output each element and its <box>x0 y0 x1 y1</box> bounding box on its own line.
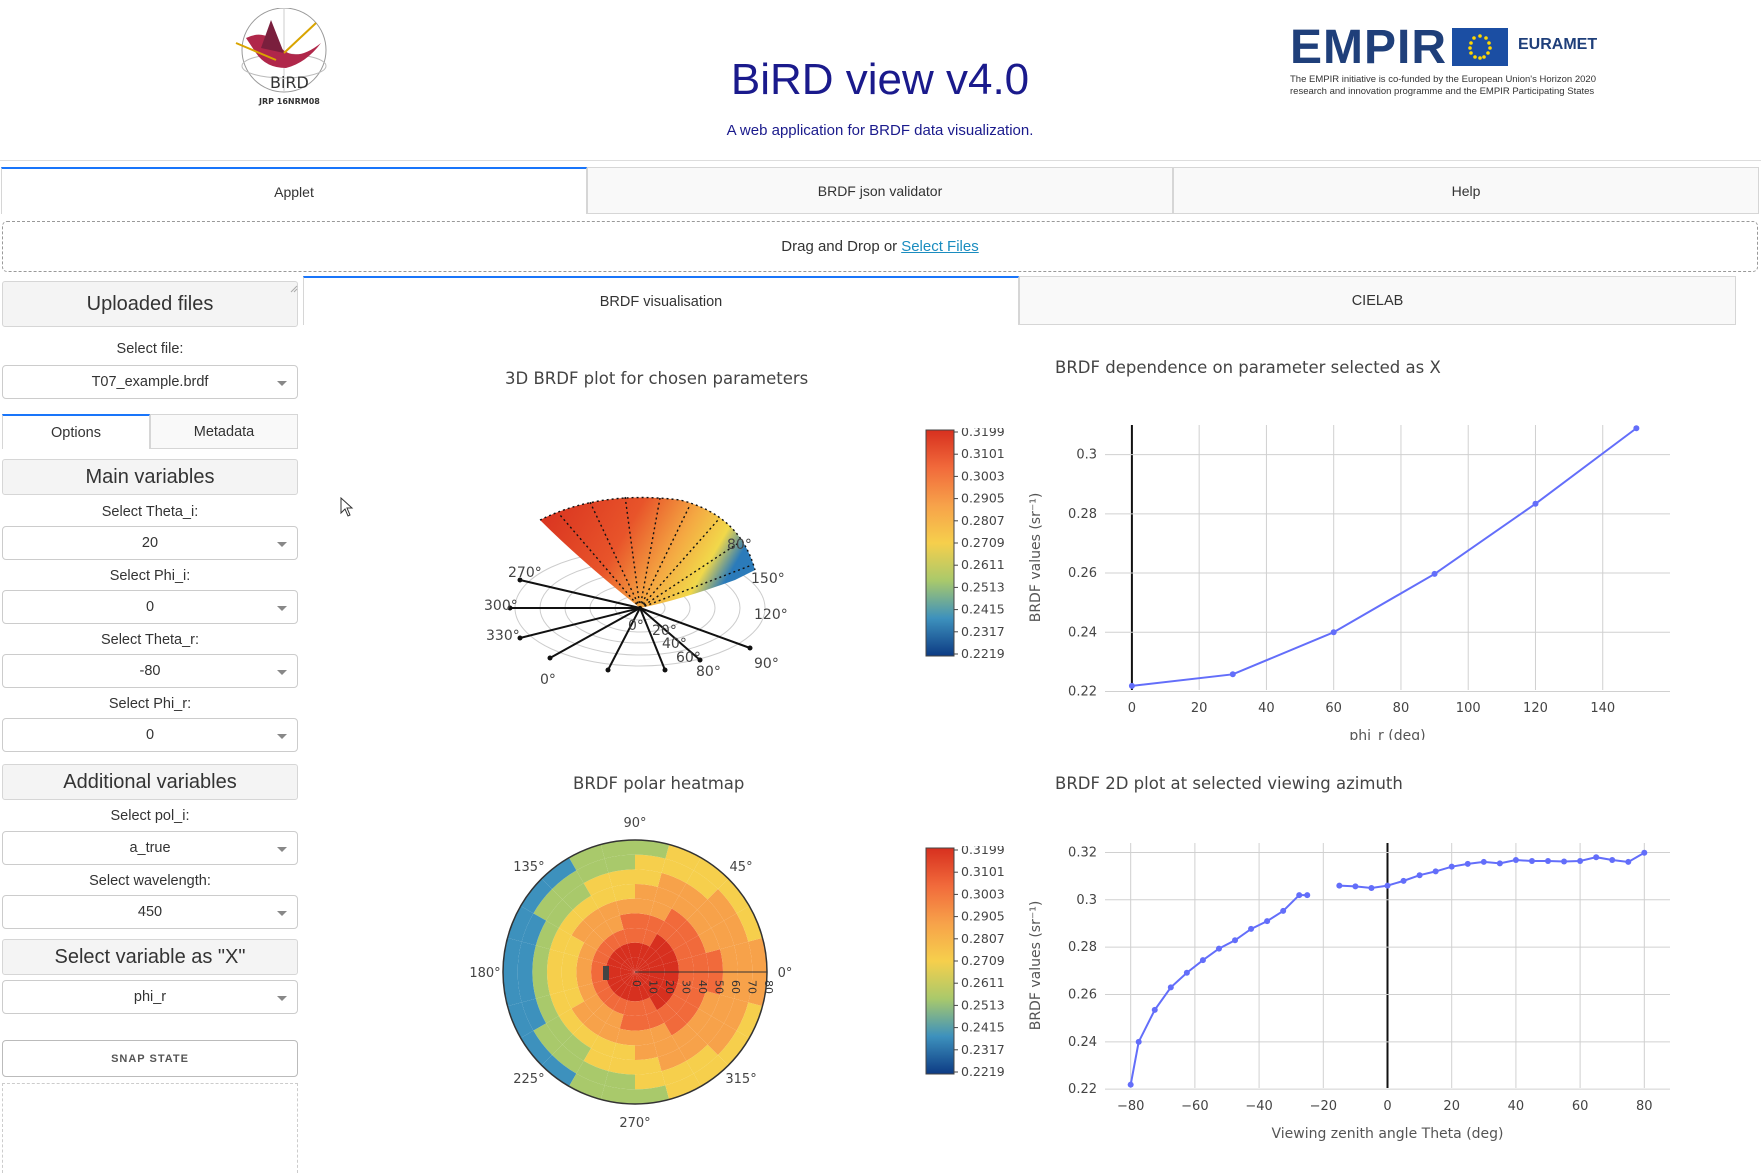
empir-logo <box>1290 21 1630 106</box>
tab-brdf-visualisation[interactable] <box>303 276 1019 325</box>
colorbar-tick-label: 0.2219 <box>961 646 1005 661</box>
colorbar-tick-label: 0.3003 <box>961 886 1005 902</box>
data-point <box>1625 859 1631 865</box>
theta-i-value: 20 <box>141 535 159 551</box>
data-point <box>1232 937 1238 943</box>
angle-label: 90° <box>754 656 779 672</box>
data-point <box>1433 868 1439 874</box>
tab-help-label: Help <box>1451 182 1481 199</box>
data-point <box>1465 861 1471 867</box>
data-point <box>1401 878 1407 884</box>
colorbar-tick-label: 0.2415 <box>961 601 1005 617</box>
select-file-value: T07_example.brdf <box>91 374 209 390</box>
x-tick-label: 0 <box>1127 701 1137 716</box>
angle-label: 80° <box>727 537 752 553</box>
data-point <box>1497 860 1503 866</box>
angle-label: 300° <box>484 598 518 614</box>
colorbar-tick-label: 0.3199 <box>961 428 1005 439</box>
radial-tick-label: 40 <box>696 980 709 994</box>
bird-logo-text: BiRD <box>270 73 309 92</box>
radial-tick-label: 30 <box>679 980 693 994</box>
tab-metadata-label: Metadata <box>193 423 255 440</box>
chevron-down-icon <box>277 542 287 547</box>
pol-i-label: Select pol_i: <box>110 808 190 824</box>
angle-label: 120° <box>754 607 788 623</box>
y-tick-label: 0.3 <box>1076 892 1097 908</box>
snap-output-area <box>2 1083 298 1173</box>
chart-3d-title: 3D BRDF plot for chosen parameters <box>505 369 809 388</box>
additional-variables-header <box>2 764 298 800</box>
pol-i-dropdown[interactable] <box>2 831 298 865</box>
chart-heatmap-plot[interactable] <box>455 810 815 1140</box>
angular-tick-label: 90° <box>623 816 647 831</box>
y-tick-label: 0.32 <box>1068 845 1097 861</box>
y-tick-label: 0.3 <box>1076 447 1097 463</box>
data-point <box>1352 883 1358 889</box>
chevron-down-icon <box>277 847 287 852</box>
colorbar-tick-label: 0.2317 <box>961 623 1005 639</box>
data-point <box>1368 885 1374 891</box>
colorbar-tick-label: 0.2513 <box>961 579 1005 595</box>
colorbar-tick-label: 0.2807 <box>961 930 1005 946</box>
center-marker <box>603 966 609 980</box>
tab-json-validator-label: BRDF json validator <box>817 182 943 199</box>
x-tick-label: −80 <box>1116 1099 1145 1114</box>
tab-options[interactable] <box>2 414 150 449</box>
header-divider <box>0 160 1761 161</box>
data-point <box>1609 857 1615 863</box>
data-point <box>1449 864 1455 870</box>
x-tick-label: 40 <box>1258 701 1275 716</box>
theta-r-label: Select Theta_r: <box>100 632 200 648</box>
heatmap-cell <box>706 949 723 972</box>
angle-label: 0° <box>628 618 644 634</box>
chevron-down-icon <box>277 381 287 386</box>
data-point <box>1264 918 1270 924</box>
additional-variables-title: Additional variables <box>63 770 237 793</box>
radial-tick-label: 60 <box>729 980 742 994</box>
data-point <box>1216 946 1222 952</box>
x-tick-label: −40 <box>1245 1099 1273 1114</box>
colorbar-tick-label: 0.2709 <box>961 953 1005 968</box>
data-point <box>1577 858 1583 864</box>
colorbar-gradient <box>926 848 954 1074</box>
data-point <box>1304 892 1310 898</box>
x-tick-label: 100 <box>1455 701 1481 716</box>
colorbar-tick-label: 0.3199 <box>961 846 1005 857</box>
colorbar-tick-label: 0.2415 <box>961 1019 1005 1035</box>
x-tick-label: 80 <box>1392 701 1410 716</box>
tab-brdf-visualisation-label: BRDF visualisation <box>599 293 723 310</box>
y-axis-label: BRDF values (sr⁻¹) <box>1028 492 1044 623</box>
angle-label: 20° <box>652 623 677 639</box>
data-point <box>1168 984 1174 990</box>
angle-label: 80° <box>696 664 721 680</box>
angle-label: 40° <box>662 636 687 652</box>
tab-cielab-label: CIELAB <box>1351 292 1404 309</box>
chart-x-plot[interactable] <box>1020 400 1680 745</box>
y-tick-label: 0.26 <box>1068 566 1097 582</box>
wavelength-dropdown[interactable] <box>2 895 298 929</box>
resize-handle-icon[interactable] <box>290 280 298 288</box>
theta-i-dropdown[interactable] <box>2 526 298 560</box>
phi-r-label: Select Phi_r: <box>108 696 192 712</box>
empir-note: The EMPIR initiative is co-funded by the European Union's Horizon 2020 research and innovation programme and the EMPIR Participating States <box>1290 74 1596 97</box>
theta-r-dropdown[interactable] <box>2 654 298 688</box>
data-point <box>1633 425 1639 431</box>
data-point <box>1230 671 1236 677</box>
euramet-wordmark: EURAMET <box>1518 36 1598 53</box>
colorbar-tick-label: 0.2611 <box>961 557 1005 573</box>
heatmap-cell <box>635 884 658 901</box>
heatmap-cell <box>547 949 564 972</box>
x-tick-label: 60 <box>1325 701 1342 716</box>
data-point <box>1529 858 1535 864</box>
data-point <box>1481 859 1487 865</box>
chevron-down-icon <box>277 996 287 1001</box>
angular-tick-label: 315° <box>725 1072 757 1088</box>
phi-r-dropdown[interactable] <box>2 718 298 752</box>
radial-tick-label: 10 <box>646 980 660 994</box>
y-tick-label: 0.28 <box>1068 940 1097 956</box>
tab-applet[interactable] <box>1 167 587 214</box>
series-line <box>1132 428 1636 686</box>
uploaded-files-header <box>2 281 298 327</box>
x-tick-label: 40 <box>1507 1099 1525 1114</box>
angular-tick-label: 180° <box>469 966 501 981</box>
data-point <box>1128 1082 1134 1088</box>
data-point <box>1532 501 1538 507</box>
data-point <box>1561 858 1567 864</box>
tab-metadata[interactable] <box>150 414 298 449</box>
pol-i-value: a_true <box>129 840 171 856</box>
angle-label: 0° <box>540 672 556 688</box>
colorbar-tick-label: 0.2905 <box>961 908 1005 924</box>
heatmap-cell <box>635 1043 658 1060</box>
data-point <box>1593 854 1599 860</box>
chart-heatmap-title: BRDF polar heatmap <box>573 774 745 793</box>
radial-tick-label: 70 <box>745 980 759 994</box>
upload-text: Drag and Drop or <box>781 238 898 255</box>
tab-cielab[interactable] <box>1019 276 1736 325</box>
data-point <box>1136 1039 1142 1045</box>
select-file-dropdown[interactable] <box>2 365 298 399</box>
mouse-cursor-icon <box>340 497 354 522</box>
chart-3d-plot[interactable] <box>440 470 790 705</box>
radial-tick-label: 20 <box>663 980 676 994</box>
data-point <box>1432 571 1438 577</box>
data-point <box>1385 883 1391 889</box>
y-tick-label: 0.28 <box>1068 506 1097 522</box>
x-tick-label: 80 <box>1636 1099 1653 1114</box>
colorbar-tick-label: 0.2709 <box>961 535 1005 550</box>
y-tick-label: 0.22 <box>1068 684 1097 700</box>
x-variable-dropdown[interactable] <box>2 980 298 1014</box>
series-line <box>1131 895 1308 1085</box>
phi-i-label: Select Phi_i: <box>109 568 191 584</box>
angle-label: 270° <box>508 565 542 581</box>
colorbar-tick-label: 0.3003 <box>961 468 1005 484</box>
data-point <box>1513 857 1519 863</box>
radial-tick-label: 0 <box>630 980 643 987</box>
x-axis-label: phi_r (deg) <box>1349 728 1426 740</box>
chart-2d-plot[interactable] <box>1020 818 1680 1163</box>
x-variable-value: phi_r <box>133 989 167 1005</box>
bird-logo-subtext: JRP 16NRM08 <box>259 97 320 106</box>
radial-tick-label: 80 <box>762 980 775 994</box>
snap-state-label: SNAP STATE <box>111 1052 189 1065</box>
angular-tick-label: 270° <box>619 1116 651 1131</box>
heatmap-cell <box>547 972 564 995</box>
data-point <box>1248 926 1254 932</box>
data-point <box>1417 872 1423 878</box>
select-x-header <box>2 939 298 975</box>
x-tick-label: 20 <box>1443 1099 1460 1114</box>
heatmap-cell <box>612 1043 635 1060</box>
chevron-down-icon <box>277 911 287 916</box>
uploaded-files-title: Uploaded files <box>86 292 214 315</box>
colorbar-tick-label: 0.2807 <box>961 512 1005 528</box>
phi-i-value: 0 <box>145 599 155 615</box>
data-point <box>1296 892 1302 898</box>
colorbar-gradient <box>926 430 954 656</box>
tab-options-label: Options <box>51 424 101 441</box>
chart-x-title: BRDF dependence on parameter selected as X <box>1055 358 1441 377</box>
angular-tick-label: 135° <box>513 859 545 875</box>
x-tick-label: 60 <box>1571 1099 1589 1114</box>
colorbar-tick-label: 0.3101 <box>961 446 1005 462</box>
y-tick-label: 0.26 <box>1068 987 1097 1003</box>
page-subtitle: A web application for BRDF data visualization. <box>726 122 1034 139</box>
colorbar-tick-label: 0.3101 <box>961 864 1005 880</box>
colorbar-tick-label: 0.2905 <box>961 490 1005 506</box>
wavelength-value: 450 <box>137 904 163 920</box>
chart-2d-title: BRDF 2D plot at selected viewing azimuth <box>1055 774 1403 793</box>
wavelength-label: Select wavelength: <box>89 873 211 889</box>
heatmap-cell <box>612 884 635 901</box>
angle-label: 150° <box>751 571 785 587</box>
upload-dropzone[interactable] <box>2 221 1758 272</box>
data-point <box>1184 970 1190 976</box>
theta-i-label: Select Theta_i: <box>101 504 199 520</box>
x-tick-label: −20 <box>1309 1099 1338 1114</box>
eu-flag-icon <box>1452 28 1508 66</box>
data-point <box>1336 883 1342 889</box>
colorbar-tick-label: 0.2513 <box>961 997 1005 1013</box>
angle-label: 330° <box>486 628 520 644</box>
y-tick-label: 0.22 <box>1068 1082 1097 1098</box>
chevron-down-icon <box>277 670 287 675</box>
tab-json-validator[interactable] <box>587 167 1173 214</box>
colorbar-tick-label: 0.2219 <box>961 1064 1005 1079</box>
empir-wordmark: EMPIR <box>1290 21 1448 74</box>
data-point <box>1152 1007 1158 1013</box>
colorbar-tick-label: 0.2317 <box>961 1041 1005 1057</box>
y-axis-label: BRDF values (sr⁻¹) <box>1028 900 1044 1031</box>
data-point <box>1200 957 1206 963</box>
data-point <box>1641 850 1647 856</box>
tab-applet-label: Applet <box>274 183 314 200</box>
colorbar-3d <box>925 428 1020 673</box>
select-files-link[interactable]: Select Files <box>901 238 979 255</box>
x-axis-label: Viewing zenith angle Theta (deg) <box>1271 1126 1504 1142</box>
x-tick-label: 0 <box>1383 1099 1392 1114</box>
select-x-title: Select variable as "X" <box>54 945 246 968</box>
colorbar-heatmap <box>925 846 1020 1091</box>
tab-help[interactable] <box>1173 167 1759 214</box>
x-tick-label: 20 <box>1190 701 1208 716</box>
y-tick-label: 0.24 <box>1068 1034 1097 1050</box>
phi-i-dropdown[interactable] <box>2 590 298 624</box>
data-point <box>1331 629 1337 635</box>
chevron-down-icon <box>277 734 287 739</box>
page-title: BiRD view v4.0 <box>730 55 1030 104</box>
y-tick-label: 0.24 <box>1068 625 1097 641</box>
radial-tick-label: 50 <box>712 980 726 994</box>
data-point <box>1545 858 1551 864</box>
angular-tick-label: 0° <box>777 966 793 981</box>
data-point <box>1129 683 1135 689</box>
chevron-down-icon <box>277 606 287 611</box>
angular-tick-label: 45° <box>729 859 753 875</box>
phi-r-value: 0 <box>145 727 155 743</box>
select-file-label: Select file: <box>116 341 184 357</box>
x-tick-label: 140 <box>1590 701 1616 716</box>
main-variables-title: Main variables <box>85 465 215 488</box>
x-tick-label: 120 <box>1523 701 1548 716</box>
theta-r-value: -80 <box>139 663 161 679</box>
data-point <box>1280 908 1286 914</box>
angle-label: 60° <box>676 650 701 666</box>
snap-state-button[interactable] <box>2 1040 298 1077</box>
angular-tick-label: 225° <box>513 1072 545 1088</box>
bird-logo <box>226 8 338 108</box>
main-variables-header <box>2 459 298 495</box>
colorbar-tick-label: 0.2611 <box>961 975 1005 991</box>
x-tick-label: −60 <box>1181 1099 1209 1114</box>
